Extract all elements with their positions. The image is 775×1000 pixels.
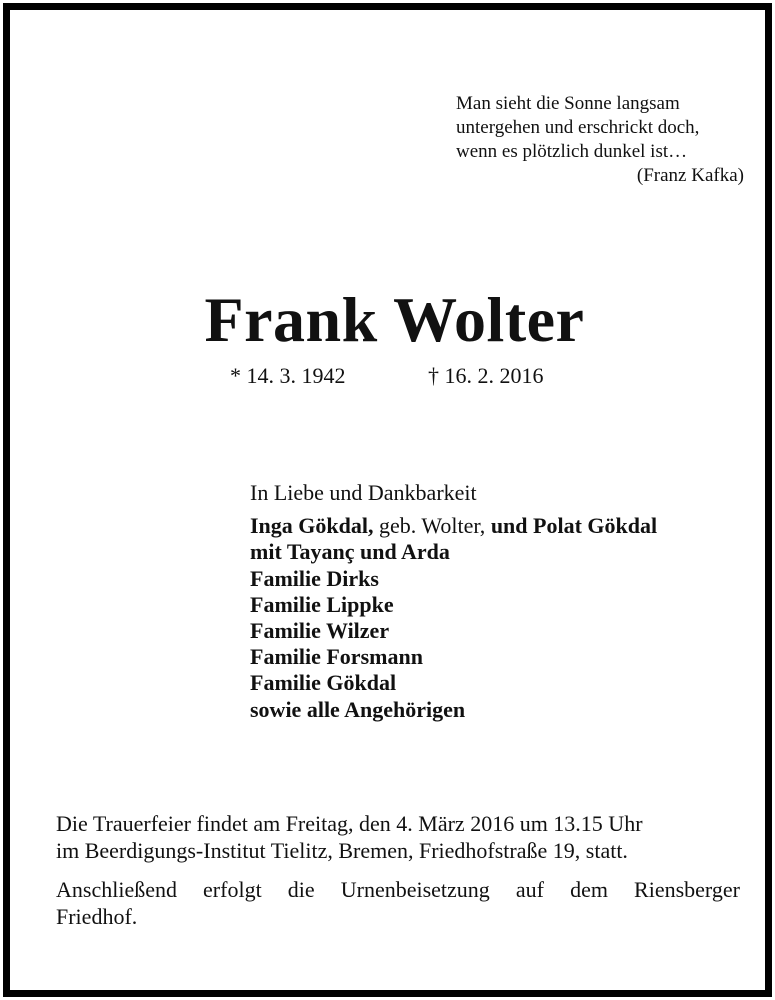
quote-line: Man sieht die Sonne langsam (456, 93, 680, 114)
service-line: im Beerdigungs-Institut Tielitz, Bremen, Friedhofstraße 19, statt. (56, 838, 628, 863)
birth-name: geb. Wolter, (373, 513, 491, 539)
burial-word: erfolgt (203, 877, 262, 902)
deceased-name: Frank Wolter (204, 284, 585, 355)
family-line: sowie alle Angehörigen (250, 696, 466, 722)
family-line: Familie Forsmann (250, 644, 423, 670)
family-signatures (250, 480, 750, 723)
burial-word: dem (570, 877, 608, 902)
relative-name: und Polat Gökdal (490, 513, 658, 539)
burial-paragraph (56, 876, 740, 930)
family-line: Familie Wilzer (250, 618, 390, 644)
family-line: Familie Dirks (250, 565, 379, 591)
relative-name: Inga Gökdal, (250, 513, 374, 539)
family-line: mit Tayanç und Arda (250, 539, 450, 565)
burial-word: die (287, 877, 315, 902)
burial-word: Anschließend (56, 877, 177, 902)
family-line: Familie Lippke (250, 591, 394, 617)
service-line: Die Trauerfeier findet am Freitag, den 4. März 2016 um 13.15 Uhr (56, 811, 643, 836)
burial-line (56, 876, 740, 903)
burial-line-end: Friedhof. (56, 904, 138, 929)
burial-word: Urnenbeisetzung (340, 877, 490, 902)
quote-line: untergehen und erschrickt doch, (456, 117, 700, 138)
burial-word: Riensberger (634, 877, 740, 902)
kafka-quote (456, 92, 746, 188)
death-date: † 16. 2. 2016 (428, 363, 544, 388)
burial-word: auf (515, 877, 544, 902)
notice-frame (3, 3, 772, 997)
birth-date: * 14. 3. 1942 (230, 363, 346, 388)
service-info (56, 810, 740, 930)
intro-line: In Liebe und Dankbarkeit (250, 480, 477, 505)
quote-author: (Franz Kafka) (636, 165, 744, 186)
quote-line: wenn es plötzlich dunkel ist… (456, 141, 688, 162)
family-line: Familie Gökdal (250, 670, 397, 696)
family-line-first (250, 513, 750, 539)
